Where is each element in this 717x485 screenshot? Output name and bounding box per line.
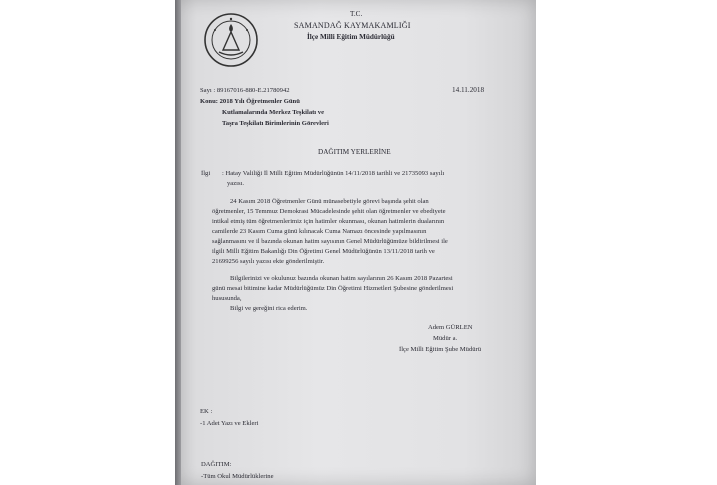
signatory-title-1: Müdür a.: [433, 335, 458, 342]
para1-line: sağlanmasını ve il bazında okunan hatim sayısının Genel Müdürlüğümüze bildirilmesi ile: [212, 238, 448, 245]
meb-emblem-icon: [203, 10, 259, 70]
konu-line-3: Taşra Teşkilatı Birimlerinin Görevleri: [222, 120, 329, 127]
ilgi-line-1: : Hatay Valiliği İl Milli Eğitim Müdürlüğünün 14/11/2018 tarihli ve 21735093 sayılı: [222, 170, 445, 177]
para2-line: günü mesai bitimine kadar Müdürlüğümüz Din Öğretimi Hizmetleri Şubesine gönderilmesi: [212, 285, 454, 292]
ilgi-line-2: yazısı.: [227, 180, 245, 187]
header-org: SAMANDAĞ KAYMAKAMLIĞI: [294, 21, 411, 30]
para1-line: camilerde 23 Kasım Cuma günü kılınacak Cuma Namazı öncesinde yapılmasının: [212, 228, 427, 235]
para2-line: Bilgilerinizi ve okulunuz bazında okunan hatim sayılarının 26 Kasım 2018 Pazartesi: [230, 275, 453, 282]
header-dept: İlçe Milli Eğitim Müdürlüğü: [307, 33, 395, 41]
para1-line: 24 Kasım 2018 Öğretmenler Günü münasebetiyle görevi başında şehit olan: [230, 198, 429, 205]
para1-line: 21699256 sayılı yazısı ekte gönderilmiştir.: [212, 258, 325, 265]
signatory-name: Adem GÜRLEN: [428, 324, 473, 331]
closing-line: Bilgi ve gereğini rica ederim.: [230, 305, 308, 312]
para1-line: intikal etmiş tüm öğretmenlerimiz için hatimler okunması, okunan hatimlerin dualarının: [212, 218, 445, 225]
document-date: 14.11.2018: [452, 86, 485, 94]
dagitim-item: -Tüm Okul Müdürlüklerine: [201, 473, 274, 480]
para2-line: hususunda,: [212, 295, 242, 302]
konu-line-1: Konu: 2018 Yılı Öğretmenler Günü: [200, 98, 300, 105]
ilgi-label: İlgi: [201, 170, 211, 177]
konu-line-2: Kutlamalarında Merkez Teşkilatı ve: [222, 109, 325, 116]
ek-label: EK :: [200, 408, 213, 415]
page-binding-edge: [175, 0, 181, 485]
signatory-title-2: İlçe Milli Eğitim Şube Müdürü: [399, 346, 482, 353]
distribution-heading: DAĞITIM YERLERİNE: [318, 148, 391, 156]
dagitim-label: DAĞITIM:: [201, 461, 232, 468]
para1-line: öğretmenler, 15 Temmuz Demokrasi Mücadelesinde şehit olan öğretmenler ve ebediyete: [212, 208, 446, 215]
para1-line: ilgili Milli Eğitim Bakanlığı Din Öğretimi Genel Müdürlüğünün 13/11/2018 tarih ve: [212, 248, 435, 255]
sayi: Sayı : 89167016-880-E.21780942: [200, 87, 290, 94]
ek-item: -1 Adet Yazı ve Ekleri: [200, 420, 259, 427]
header-tc: T.C.: [350, 10, 363, 18]
